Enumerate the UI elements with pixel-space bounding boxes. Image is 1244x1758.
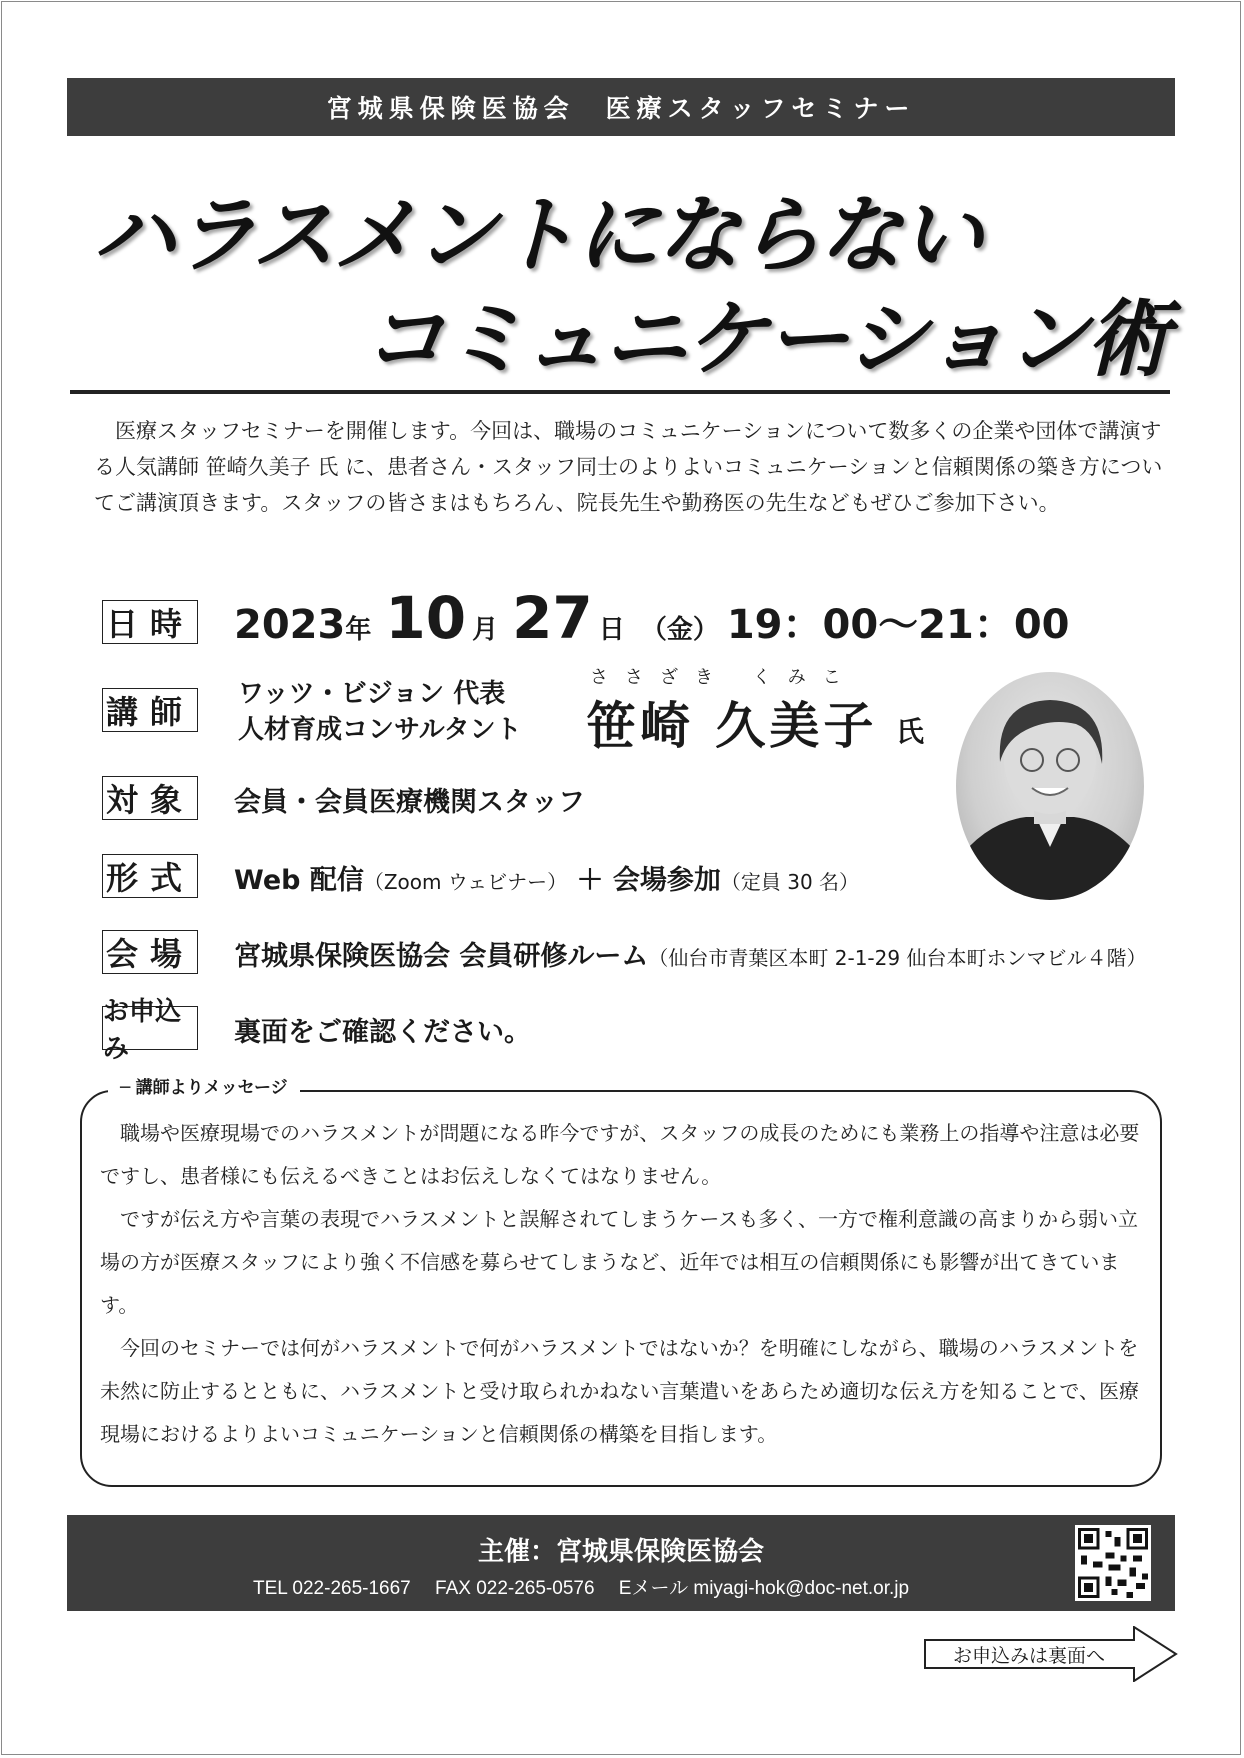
- venue-address: （仙台市青葉区本町 2-1-29 仙台本町ホンマビル４階）: [648, 946, 1147, 970]
- venue-name: 宮城県保険医協会 会員研修ルーム: [234, 941, 649, 972]
- organizer-name: 主催：宮城県保険医協会: [477, 1537, 764, 1567]
- lecturer-name: 笹崎 久美子: [586, 697, 878, 755]
- date-year-unit: 年: [345, 615, 372, 645]
- venue-label: 会場: [102, 930, 198, 974]
- lecturer-org-line1: ワッツ・ビジョン 代表: [238, 679, 506, 709]
- target-label: 対象: [102, 776, 198, 820]
- contact-info: TEL 022-265-1667 FAX 022-265-0576 Eメール miyagi-hok@doc-net.or.jp: [253, 1578, 910, 1599]
- date-year: 2023: [234, 602, 346, 648]
- format-venue: 会場参加: [612, 865, 721, 896]
- title-line-1: ハラスメントにならない: [92, 186, 981, 284]
- date-label: 日時: [102, 600, 198, 644]
- qr-code-icon[interactable]: [1075, 1525, 1151, 1601]
- lecturer-name-ruby: ささざき くみこ: [590, 667, 858, 688]
- lecturer-organization: [238, 676, 522, 748]
- title-divider: [70, 390, 1170, 394]
- seminar-banner: 宮城県保険医協会 医療スタッフセミナー: [67, 78, 1175, 136]
- format-plus: ＋: [567, 865, 613, 896]
- date-day: 27: [512, 584, 593, 652]
- venue-value: [234, 934, 1146, 973]
- format-label: 形式: [102, 854, 198, 898]
- apply-value: 裏面をご確認ください。: [234, 1017, 531, 1048]
- target-value: 会員・会員医療機関スタッフ: [234, 787, 585, 818]
- message-body: [100, 1112, 1144, 1456]
- date-value: [234, 584, 1069, 652]
- intro-paragraph: 医療スタッフセミナーを開催します。今回は、職場のコミュニケーションについて数多くの企業や団体で講演する人気講師 笹崎久美子 氏 に、患者さん・スタッフ同士のよりよいコミュニケーションと信頼関係の築き方についてご講演頂きます。スタッフの皆さまはもちろん、院長先生や勤務医の先生などもぜひご参加下さい。: [94, 419, 1163, 515]
- message-paragraph: ですが伝え方や言葉の表現でハラスメントと誤解されてしまうケースも多く、一方で権利意識の高まりから弱い立場の方が医療スタッフにより強く不信感を募らせてしまうなど、近年では相互の信頼関係にも影響が出てきています。: [100, 1207, 1138, 1317]
- next-page-arrow[interactable]: [924, 1626, 1178, 1682]
- format-web: Web 配信: [234, 865, 364, 896]
- date-time: 19：00～21：00: [726, 602, 1070, 648]
- message-title: ─ 講師よりメッセージ: [108, 1073, 300, 1098]
- lecturer-label: 講師: [102, 688, 198, 732]
- format-value: [234, 858, 859, 897]
- organizer-footer: [67, 1515, 1175, 1611]
- format-web-note: （Zoom ウェビナー）: [363, 870, 568, 894]
- date-weekday: （金）: [640, 615, 719, 645]
- lecturer-org-line2: 人材育成コンサルタント: [238, 715, 522, 745]
- lecturer-photo: [956, 672, 1144, 900]
- message-paragraph: 今回のセミナーでは何がハラスメントで何がハラスメントではないか？を明確にしながら、職場のハラスメントを未然に防止するとともに、ハラスメントと受け取られかねない言葉遣いをあらため適切な伝え方を知ることで、医療現場におけるよりよいコミュニケーションと信頼関係の構築を目指します。: [100, 1336, 1139, 1446]
- apply-label: お申込み: [102, 1006, 198, 1050]
- date-day-unit: 日: [598, 615, 625, 645]
- date-month: 10: [385, 584, 467, 652]
- next-page-label: お申込みは裏面へ: [952, 1644, 1105, 1667]
- date-month-unit: 月: [472, 615, 499, 645]
- format-capacity: （定員 30 名）: [720, 870, 860, 894]
- message-paragraph: 職場や医療現場でのハラスメントが問題になる昨今ですが、スタッフの成長のためにも業務上の指導や注意は必要ですし、患者様にも伝えるべきことはお伝えしなくてはなりません。: [100, 1121, 1140, 1188]
- lecturer-honorific: 氏: [896, 715, 925, 748]
- title-line-2: コミュニケーション術: [362, 290, 1167, 388]
